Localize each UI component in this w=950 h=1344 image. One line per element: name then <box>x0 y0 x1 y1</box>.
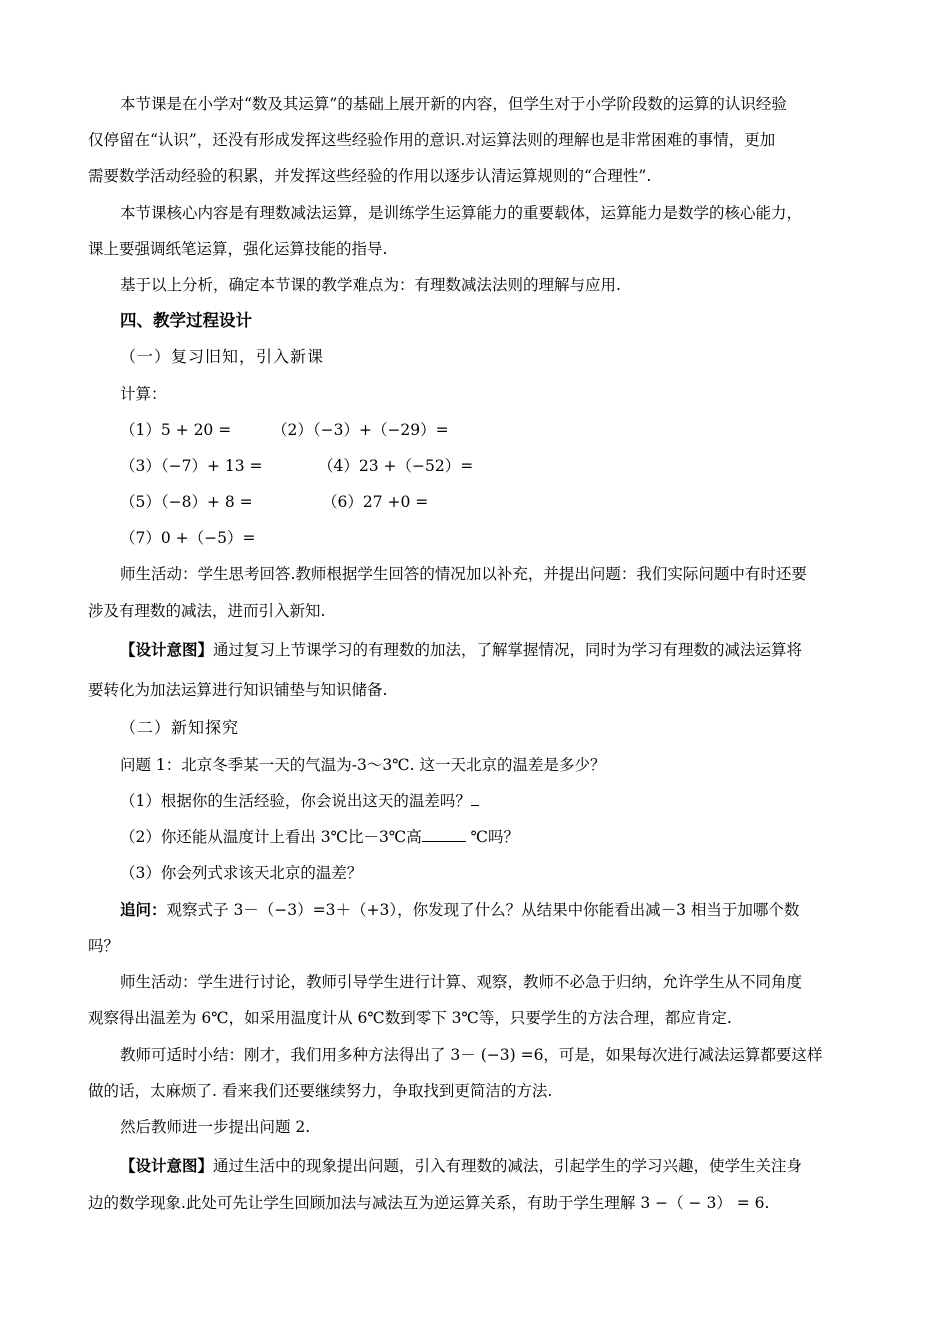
intent2-label: 【设计意图】 <box>120 1156 214 1175</box>
para1-line3: 需要数学活动经验的积累，并发挥这些经验的作用以逐步认清运算规则的“合理性”. <box>88 167 652 185</box>
intent2-text: 通过生活中的现象提出问题，引入有理数的减法，引起学生的学习兴趣，使学生关注身 <box>213 1157 803 1175</box>
para1-line2: 仅停留在“认识”，还没有形成发挥这些经验作用的意识.对运算法则的理解也是非常困难的事情，更加 <box>88 131 776 149</box>
intent1-label: 【设计意图】 <box>120 640 214 659</box>
question1-sub1 <box>120 791 900 811</box>
para1-line1: 本节课是在小学对“数及其运算”的基础上展开新的内容，但学生对于小学阶段数的运算的认识经验 <box>120 95 787 113</box>
activity2-line2: 观察得出温差为 6℃，如采用温度计从 6℃数到零下 3℃等，只要学生的方法合理，都应肯定. <box>88 1009 732 1027</box>
intent2-line1 <box>120 1156 900 1176</box>
exercise-4: （4）23 +（−52）= <box>318 457 474 475</box>
followup-line2: 吗？ <box>88 937 120 955</box>
next-question: 然后教师进一步提出问题 2. <box>120 1118 311 1136</box>
answer-blank-2 <box>422 827 466 842</box>
question1-sub2-text-a: （2）你还能从温度计上看出 3℃比－3℃高 <box>120 828 422 846</box>
exercise-2: （2）（−3）+（−29）= <box>272 421 449 439</box>
intent1-line1 <box>120 640 900 660</box>
exercise-3: （3）（−7）+ 13 = <box>120 457 263 475</box>
section-title: 四、教学过程设计 <box>120 311 252 330</box>
followup-line1 <box>120 900 900 920</box>
intent2-line2: 边的数学现象.此处可先让学生回顾加法与减法互为逆运算关系，有助于学生理解 3 −（ − 3） = 6. <box>88 1194 770 1212</box>
intent1-line2: 要转化为加法运算进行知识铺垫与知识储备. <box>88 681 388 699</box>
followup-text: 观察式子 3－（−3）=3＋（+3），你发现了什么？从结果中你能看出减－3 相当于加哪个数 <box>166 901 800 919</box>
question1-title: 问题 1：北京冬季某一天的气温为-3～3℃. 这一天北京的温差是多少？ <box>120 756 606 774</box>
exercise-1: （1）5 + 20 = <box>120 421 232 439</box>
question1-sub2 <box>120 827 900 847</box>
summary-line1: 教师可适时小结：刚才，我们用多种方法得出了 3－ (−3) =6，可是，如果每次进行减法运算都要这样 <box>120 1046 823 1064</box>
exercise-7: （7）0 +（−5）= <box>120 529 256 547</box>
activity1-line2: 涉及有理数的减法，进而引入新知. <box>88 602 326 620</box>
followup-label: 追问： <box>120 900 167 919</box>
answer-blank-1 <box>471 791 479 806</box>
question1-sub2-text-b: ℃吗？ <box>465 828 519 846</box>
exercise-5: （5）（−8）+ 8 = <box>120 493 253 511</box>
activity1-line1: 师生活动：学生思考回答.教师根据学生回答的情况加以补充，并提出问题：我们实际问题中有时还要 <box>120 565 807 583</box>
exercise-6: （6）27 +0 = <box>322 493 429 511</box>
para2-line1: 本节课核心内容是有理数减法运算，是训练学生运算能力的重要载体，运算能力是数学的核心能力， <box>120 204 803 222</box>
para3: 基于以上分析，确定本节课的教学难点为：有理数减法法则的理解与应用. <box>120 276 621 294</box>
subsection-title-1: （一）复习旧知，引入新课 <box>120 347 325 366</box>
activity2-line1: 师生活动：学生进行讨论，教师引导学生进行计算、观察，教师不必急于归纳，允许学生从不同角度 <box>120 973 803 991</box>
para2-line2: 课上要强调纸笔运算，强化运算技能的指导. <box>88 240 388 258</box>
subsection-title-2: （二）新知探究 <box>120 718 240 737</box>
calc-label: 计算： <box>120 385 167 403</box>
summary-line2: 做的话，太麻烦了. 看来我们还要继续努力，争取找到更简洁的方法. <box>88 1082 553 1100</box>
intent1-text: 通过复习上节课学习的有理数的加法，了解掌握情况，同时为学习有理数的减法运算将 <box>213 641 803 659</box>
question1-sub1-text: （1）根据你的生活经验，你会说出这天的温差吗？ <box>120 792 471 810</box>
question1-sub3: （3）你会列式求该天北京的温差？ <box>120 864 363 882</box>
